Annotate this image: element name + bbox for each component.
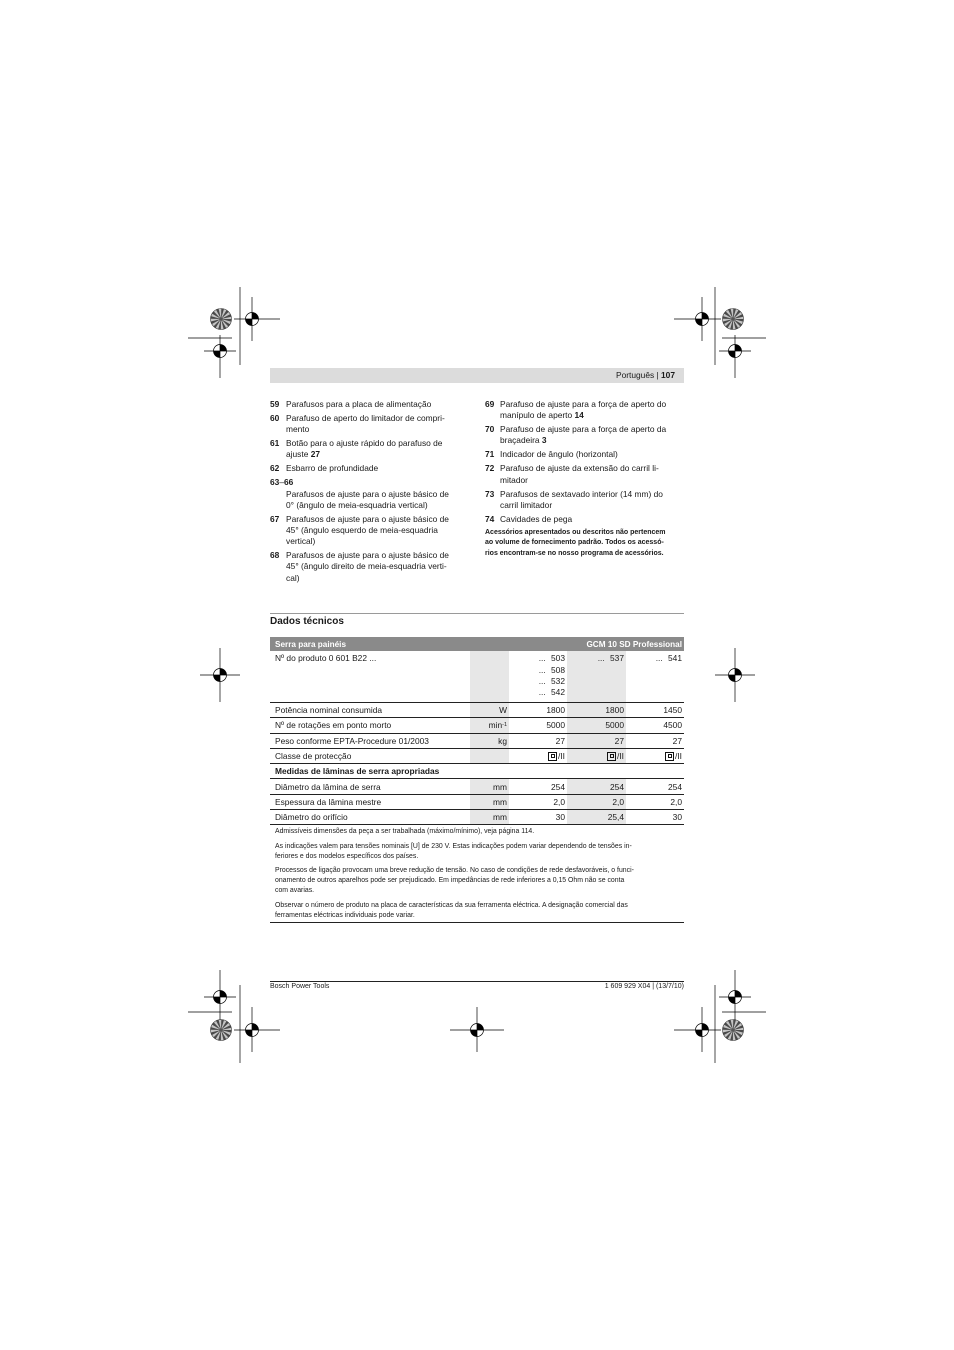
list-item (485, 489, 684, 511)
table-row (270, 810, 684, 825)
color-target-icon (211, 309, 232, 330)
value-cell: 2,0 (567, 795, 626, 809)
item-text-line: Parafusos de sextavado interior (14 mm) do (500, 488, 663, 499)
registration-mark-icon (729, 991, 742, 1004)
footnote-line: onamento de outros aparelhos pode ser prejudicado. Em impedâncias de rede inferiores a 0,15 Ohm não se conta (275, 877, 625, 884)
item-number: 62 (270, 463, 280, 474)
item-number-end: 66 (284, 477, 294, 488)
registration-mark-icon (729, 669, 742, 682)
row-unit: mm (470, 779, 509, 793)
item-text-line: 45° (ângulo direito de meia-esquadria verti- (286, 561, 447, 572)
item-number: 69 (485, 399, 495, 409)
item-text (500, 489, 663, 511)
item-text-line: Parafusos para a placa de alimentação (286, 399, 432, 409)
value-cell: 30 (555, 812, 565, 823)
crop-marks-top-right (674, 287, 766, 378)
item-number: 63 (270, 477, 280, 488)
protection-class-value: /II (617, 751, 624, 762)
row-label: Diâmetro da lâmina de serra (275, 781, 381, 792)
value-cell: 1800 (567, 703, 626, 717)
table-row (270, 718, 684, 733)
item-number: 72 (485, 463, 495, 474)
item-text-line: Cavidades de pega (500, 513, 573, 524)
item-text-line: Parafuso de ajuste para a força de aperto do (500, 399, 667, 409)
item-number: 70 (485, 424, 495, 435)
page-footer (270, 982, 684, 992)
footnote-line: Observar o número de produto na placa de características da sua ferramenta eléctrica. A designação comercial das (275, 901, 628, 909)
protection-class-value: /II (558, 751, 565, 762)
unit-base: min (488, 720, 503, 731)
technical-data-table (270, 637, 684, 825)
footnote (275, 842, 684, 862)
protection-class-ii-icon (548, 752, 557, 761)
component-list-left (270, 399, 470, 587)
item-text (286, 399, 431, 410)
product-number-variant: ... 503 (538, 653, 565, 664)
row-label: Nº de rotações em ponto morto (275, 720, 392, 731)
item-reference-number: 14 (574, 410, 584, 421)
component-list-right (485, 399, 684, 559)
product-number-variant: ... 541 (655, 653, 682, 664)
color-target-icon (723, 1020, 744, 1041)
value-cell: 5000 (567, 718, 626, 732)
footnote (275, 901, 684, 921)
product-number-variant: ... 537 (597, 653, 624, 664)
value-cell: 27 (567, 734, 626, 748)
note-line: Acessórios apresentados ou descritos não pertencem (485, 528, 666, 536)
registration-mark-icon (729, 345, 742, 358)
item-text (286, 438, 442, 460)
table-footnotes (275, 827, 684, 925)
color-target-icon (211, 1020, 232, 1041)
item-text-line: Parafuso de aperto do limitador de compri- (286, 413, 445, 423)
item-text-fragment: ajuste (286, 449, 309, 460)
value-cell: 1450 (663, 705, 682, 716)
note-line: rios encontram-se no nosso programa de acessórios. (485, 549, 664, 557)
running-header (270, 368, 684, 383)
value-cell: 2,0 (670, 796, 682, 807)
table-row (270, 703, 684, 718)
item-text-line: 0° (ângulo de meia-esquadria vertical) (286, 499, 428, 510)
row-unit: mm (470, 795, 509, 809)
item-reference-number: 3 (541, 435, 547, 446)
row-unit: W (470, 703, 509, 717)
footnote-line: Processos de ligação provocam uma breve redução de tensão. No caso de condições de rede desfavoráveis, o funci- (275, 867, 634, 874)
list-item (270, 550, 470, 584)
registration-mark-icon (696, 313, 709, 326)
list-item (485, 514, 684, 525)
item-number: 61 (270, 438, 280, 449)
value-cell (626, 651, 684, 702)
item-text-fragment: braçadeira (500, 435, 540, 446)
item-number: 68 (270, 550, 280, 561)
section-divider (270, 613, 684, 614)
item-text (500, 424, 666, 446)
crop-marks-bottom-center (450, 1007, 504, 1052)
row-unit: min -1 (470, 718, 509, 732)
item-text-line: Parafusos de ajuste para o ajuste básico de (286, 550, 449, 561)
item-text-line: carril limitador (500, 499, 553, 510)
product-number-variant: ... 542 (538, 687, 565, 697)
crop-marks-bottom-left (188, 970, 280, 1063)
value-cell (509, 749, 567, 763)
item-text (286, 463, 378, 474)
row-label: Potência nominal consumida (275, 705, 383, 716)
value-cell: 30 (672, 812, 682, 823)
footnote (275, 866, 684, 896)
item-text (286, 489, 470, 511)
list-item (485, 424, 684, 446)
list-item (270, 413, 470, 435)
table-row (270, 749, 684, 764)
accessories-note (485, 528, 684, 560)
item-number: 67 (270, 513, 280, 524)
item-number: 74 (485, 513, 495, 524)
value-cell: 27 (555, 735, 565, 746)
row-label: Diâmetro do orifício (275, 812, 348, 823)
color-target-icon (723, 309, 744, 330)
item-text (286, 413, 445, 435)
section-heading: Dados técnicos (270, 615, 344, 627)
protection-class-value: /II (675, 751, 682, 762)
table-row (270, 651, 684, 703)
list-item (270, 463, 470, 474)
note-line: ao volume de fornecimento padrão. Todos os acessó- (485, 539, 664, 547)
item-text-line (500, 435, 666, 446)
item-text (286, 514, 449, 548)
value-cell (626, 749, 684, 763)
value-cell: 254 (567, 779, 626, 793)
item-text-line (500, 410, 666, 421)
item-text-line: Parafusos de ajuste para o ajuste básico de (286, 513, 449, 524)
value-cell (567, 651, 626, 702)
footnote-line: As indicações valem para tensões nominais [U] de 230 V. Estas indicações podem variar dependendo de tensões in- (275, 842, 632, 850)
list-item (270, 399, 470, 410)
row-label: Peso conforme EPTA-Procedure 01/2003 (275, 735, 429, 746)
header-separator: | (656, 370, 659, 380)
table-end-rule (270, 922, 684, 923)
value-cell: 5000 (546, 720, 565, 731)
item-text (500, 514, 572, 525)
table-row (270, 795, 684, 810)
row-label: Espessura da lâmina mestre (275, 796, 382, 807)
item-number: 60 (270, 413, 280, 423)
value-cell: 254 (668, 781, 682, 792)
table-header-row (270, 637, 684, 651)
value-cell: 25,4 (567, 810, 626, 824)
value-cell: 1800 (546, 705, 565, 716)
header-language: Português (615, 370, 655, 380)
value-cell (509, 651, 567, 702)
list-item (485, 399, 684, 421)
product-number-variant: ... 532 (538, 675, 565, 686)
footer-brand: Bosch Power Tools (270, 982, 330, 990)
value-cell: 254 (551, 781, 565, 792)
registration-mark-icon (214, 991, 227, 1004)
row-unit: kg (470, 734, 509, 748)
crop-marks-bottom-right (674, 970, 766, 1063)
footnote (275, 827, 684, 837)
registration-mark-icon (214, 669, 227, 682)
registration-mark-icon (246, 1024, 259, 1037)
value-cell (567, 749, 626, 763)
list-item (270, 514, 470, 548)
crop-marks-top-left (188, 287, 280, 378)
protection-class-ii-icon (607, 752, 616, 761)
model-name: GCM 10 SD Professional (586, 639, 682, 649)
item-text-line (286, 449, 442, 460)
table-row (270, 734, 684, 749)
table-row (270, 779, 684, 794)
value-cell: 4500 (663, 720, 682, 731)
item-number: 59 (270, 399, 280, 409)
value-cell: 2,0 (553, 796, 565, 807)
item-text-fragment: manípulo de aperto (500, 410, 573, 421)
range-dash: – (279, 477, 284, 488)
item-text-line: mitador (500, 474, 528, 485)
value-cell: 27 (672, 735, 682, 746)
registration-mark-icon (471, 1024, 484, 1037)
item-text-line: 45° (ângulo esquerdo de meia-esquadria (286, 525, 438, 536)
footer-doc-code: 1 609 929 X04 | (13/7/10) (604, 982, 684, 990)
list-item (485, 449, 684, 460)
row-label: Nº do produto 0 601 B22 ... (275, 653, 377, 664)
registration-mark-icon (246, 313, 259, 326)
registration-mark-icon (696, 1024, 709, 1037)
list-item (270, 477, 470, 511)
list-item (485, 463, 684, 485)
protection-class-ii-icon (665, 752, 674, 761)
table-section-row: Medidas de lâminas de serra apropriadas (270, 764, 684, 779)
footnote-line: Admissíveis dimensões da peça a ser trabalhada (máximo/mínimo), veja página 114. (275, 828, 535, 835)
table-title: Serra para painéis (275, 639, 346, 649)
item-number: 73 (485, 488, 495, 499)
row-unit (470, 749, 509, 763)
item-text-line: mento (286, 424, 310, 435)
row-unit (470, 651, 509, 702)
item-text (500, 399, 666, 421)
item-text-line: cal) (286, 572, 300, 583)
item-number-range (270, 477, 470, 488)
item-text-line: Esbarro de profundidade (286, 463, 379, 474)
item-text-line: Indicador de ângulo (horizontal) (500, 449, 618, 460)
row-label: Classe de protecção (275, 751, 352, 762)
footnote-line: com avarias. (275, 887, 315, 894)
item-text-line: Botão para o ajuste rápido do parafuso de (286, 438, 443, 449)
item-text (500, 449, 618, 460)
page-number: 107 (661, 370, 675, 380)
item-text (286, 550, 449, 584)
item-reference-number: 27 (310, 449, 321, 460)
row-unit: mm (470, 810, 509, 824)
list-item (270, 438, 470, 460)
item-text-line: Parafusos de ajuste para o ajuste básico de (286, 488, 449, 499)
item-text (500, 463, 659, 485)
footnote-line: feriores e dos modelos específicos dos países. (275, 852, 419, 860)
item-text-line: Parafuso de ajuste da extensão do carril li- (500, 463, 659, 474)
registration-mark-icon (214, 345, 227, 358)
item-text-line: Parafuso de ajuste para a força de aperto da (500, 424, 667, 435)
product-number-variant: ... 508 (538, 664, 565, 675)
item-text-line: vertical) (286, 536, 316, 547)
footnote-line: ferramentas eléctricas individuais pode variar. (275, 911, 415, 919)
item-number: 71 (485, 449, 495, 460)
